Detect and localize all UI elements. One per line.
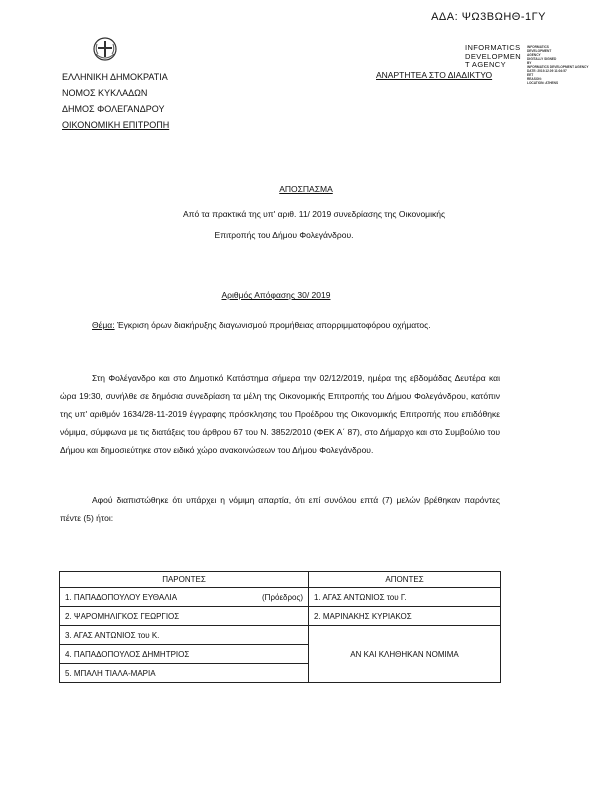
ada-code: ΑΔΑ: ΨΩ3ΒΩΗΘ-1ΓΥ — [431, 11, 546, 23]
subtitle-line-2: Επιτροπής του Δήμου Φολεγάνδρου. — [214, 230, 354, 240]
digital-signature-details — [527, 45, 588, 85]
agency-line-3: T AGENCY — [465, 60, 506, 69]
issuer-line-3: ΔΗΜΟΣ ΦΟΛΕΓΑΝΔΡΟΥ — [62, 104, 165, 114]
subject-paragraph — [60, 316, 500, 334]
attendance-table — [59, 571, 501, 683]
issuer-line-1: ΕΛΛΗΝΙΚΗ ΔΗΜΟΚΡΑΤΙΑ — [62, 72, 168, 82]
decision-number: Αριθμός Απόφασης 30/ 2019 — [221, 290, 331, 300]
sig-detail: REASON: — [527, 77, 542, 81]
agency-line-2: DEVELOPMEN — [465, 51, 522, 61]
greek-emblem-icon — [92, 36, 118, 62]
present-member: 4. ΠΑΠΑΔΟΠΟΥΛΟΣ ΔΗΜΗΤΡΙΟΣ — [60, 645, 309, 664]
present-header: ΠΑΡΟΝΤΕΣ — [60, 572, 309, 588]
sig-detail: LOCATION: ATHENS — [527, 81, 559, 85]
sig-detail: DIGITALLY SIGNED — [527, 57, 557, 61]
subject-label: Θέμα: — [92, 320, 115, 330]
issuer-block — [62, 69, 169, 133]
present-member — [60, 588, 309, 607]
issuer-line-2: ΝΟΜΟΣ ΚΥΚΛΑΔΩΝ — [62, 88, 148, 98]
table-row — [60, 607, 501, 626]
present-member: 2. ΨΑΡΟΜΗΛΙΓΚΟΣ ΓΕΩΡΓΙΟΣ — [60, 607, 309, 626]
document-title: ΑΠΟΣΠΑΣΜΑ — [279, 184, 333, 194]
absent-header: ΑΠΟΝΤΕΣ — [309, 572, 501, 588]
posting-note: ΑΝΑΡΤΗΤΕΑ ΣΤΟ ΔΙΑΔΙΚΤΥΟ — [376, 70, 493, 80]
sig-detail: DEVELOPMENT — [527, 49, 552, 53]
member-name: 1. ΠΑΠΑΔΟΠΟΥΛΟΥ ΕΥΘΑΛΙΑ — [65, 592, 178, 602]
meeting-text: Στη Φολέγανδρο και στο Δημοτικό Κατάστημα σήμερα την 02/12/2019, ημέρα της εβδομάδας Δευτέρα και ώρα 19:30, συνήλθε σε δημόσια συνεδρίαση τα μέλη της Οικονομικής Επιτροπής του Δήμου Φολεγάνδρου, κατόπιν της υπ' αριθμόν 1634/28-11-2019 έγγραφης πρόσκλησης του Προέδρου της Οικονομικής Επιτροπής που επιδόθηκε νόμιμα, σύμφωνα με τις διατάξεις του άρθρου 67 του Ν. 3852/2010 (ΦΕΚ Α΄ 87), στο Δήμαρχο και στο Συμβούλιο του Δήμου και δημοσιεύτηκε στον ειδικό χώρο ανακοινώσεων του Δήμου Φολεγάνδρου. — [60, 373, 500, 455]
member-role: (Πρόεδρος) — [262, 592, 303, 602]
table-row — [60, 626, 501, 645]
sig-detail: INFORMATICS — [527, 45, 549, 49]
absent-note: ΑΝ ΚΑΙ ΚΛΗΘΗΚΑΝ ΝΟΜΙΜΑ — [309, 626, 501, 683]
absent-member: 1. ΑΓΑΣ ΑΝΤΩΝΙΟΣ του Γ. — [309, 588, 501, 607]
subject-text: Έγκριση όρων διακήρυξης διαγωνισμού προμήθειας απορριμματοφόρου οχήματος. — [114, 320, 431, 330]
meeting-paragraph — [60, 369, 500, 459]
subtitle-line-1: Από τα πρακτικά της υπ' αριθ. 11/ 2019 συνεδρίασης της Οικονομικής — [182, 209, 446, 219]
present-member: 5. ΜΠΑΛΗ ΤΙΑΛΑ-ΜΑΡΙΑ — [60, 664, 309, 683]
table-row — [60, 588, 501, 607]
absent-member: 2. ΜΑΡΙΝΑΚΗΣ ΚΥΡΙΑΚΟΣ — [309, 607, 501, 626]
sig-detail: AGENCY — [527, 53, 541, 57]
table-header-row — [60, 572, 501, 588]
signature-agency — [465, 44, 521, 70]
sig-detail: INFORMATICS DEVELOPMENT AGENCY — [527, 65, 589, 69]
issuer-line-4: ΟΙΚΟΝΟΜΙΚΗ ΕΠΙΤΡΟΠΗ — [62, 120, 170, 130]
sig-detail: EET — [527, 73, 534, 77]
agency-line-1: INFORMATICS — [465, 43, 521, 52]
quorum-text: Αφού διαπιστώθηκε ότι υπάρχει η νόμιμη απαρτία, ότι επί συνόλου επτά (7) μελών βρέθηκαν παρόντες πέντε (5) ήτοι: — [60, 495, 500, 523]
sig-detail: BY — [527, 61, 532, 65]
sig-detail: DATE: 2019.12.09 11:04:57 — [527, 69, 567, 73]
quorum-paragraph — [60, 491, 500, 527]
present-member: 3. ΑΓΑΣ ΑΝΤΩΝΙΟΣ του Κ. — [60, 626, 309, 645]
